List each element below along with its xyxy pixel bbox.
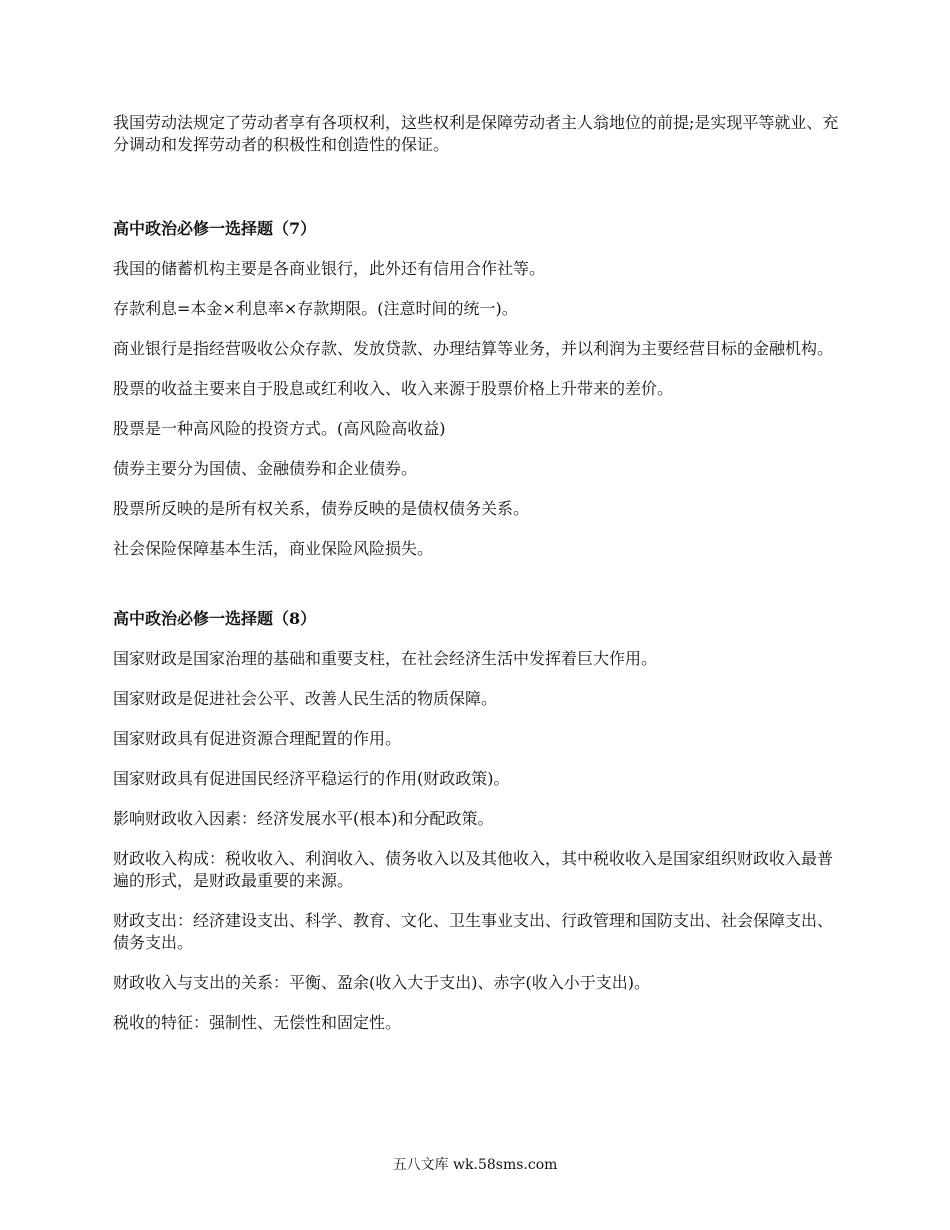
page-footer: 五八文库 wk.58sms.com xyxy=(392,1157,558,1173)
s8-item-4: 国家财政具有促进国民经济平稳运行的作用(财政政策)。 xyxy=(113,769,510,788)
s7-item-5: 股票是一种高风险的投资方式。(高风险高收益) xyxy=(113,419,446,438)
s7-item-3: 商业银行是指经营吸收公众存款、发放贷款、办理结算等业务，并以利润为主要经营目标的金融机构。 xyxy=(113,339,834,358)
section-8-title: 高中政治必修一选择题（8） xyxy=(113,609,317,628)
s7-item-1: 我国的储蓄机构主要是各商业银行，此外还有信用合作社等。 xyxy=(113,259,546,278)
section-7-title: 高中政治必修一选择题（7） xyxy=(113,219,317,238)
s7-item-4: 股票的收益主要来自于股息或红利收入、收入来源于股票价格上升带来的差价。 xyxy=(113,379,674,398)
s7-item-7: 股票所反映的是所有权关系，债券反映的是债权债务关系。 xyxy=(113,499,530,518)
document-body xyxy=(113,112,843,1034)
intro-paragraph: 我国劳动法规定了劳动者享有各项权利，这些权利是保障劳动者主人翁地位的前提;是实现平等就业、充分调动和发挥劳动者的积极性和创造性的保证。 xyxy=(113,113,839,154)
s8-item-5: 影响财政收入因素：经济发展水平(根本)和分配政策。 xyxy=(113,809,494,828)
s8-item-3: 国家财政具有促进资源合理配置的作用。 xyxy=(113,729,402,748)
s8-item-6: 财政收入构成：税收收入、利润收入、债务收入以及其他收入，其中税收收入是国家组织财政收入最普遍的形式，是财政最重要的来源。 xyxy=(113,849,834,890)
s8-item-9: 税收的特征：强制性、无偿性和固定性。 xyxy=(113,1013,402,1032)
s7-item-2: 存款利息=本金×利息率×存款期限。(注意时间的统一)。 xyxy=(113,299,518,318)
s8-item-2: 国家财政是促进社会公平、改善人民生活的物质保障。 xyxy=(113,689,498,708)
s7-item-6: 债券主要分为国债、金融债券和企业债券。 xyxy=(113,459,418,478)
s8-item-1: 国家财政是国家治理的基础和重要支柱，在社会经济生活中发挥着巨大作用。 xyxy=(113,649,658,668)
s7-item-8: 社会保险保障基本生活，商业保险风险损失。 xyxy=(113,539,434,558)
s8-item-8: 财政收入与支出的关系：平衡、盈余(收入大于支出)、赤字(收入小于支出)。 xyxy=(113,973,650,992)
s8-item-7: 财政支出：经济建设支出、科学、教育、文化、卫生事业支出、行政管理和国防支出、社会保障支出、债务支出。 xyxy=(113,911,834,952)
